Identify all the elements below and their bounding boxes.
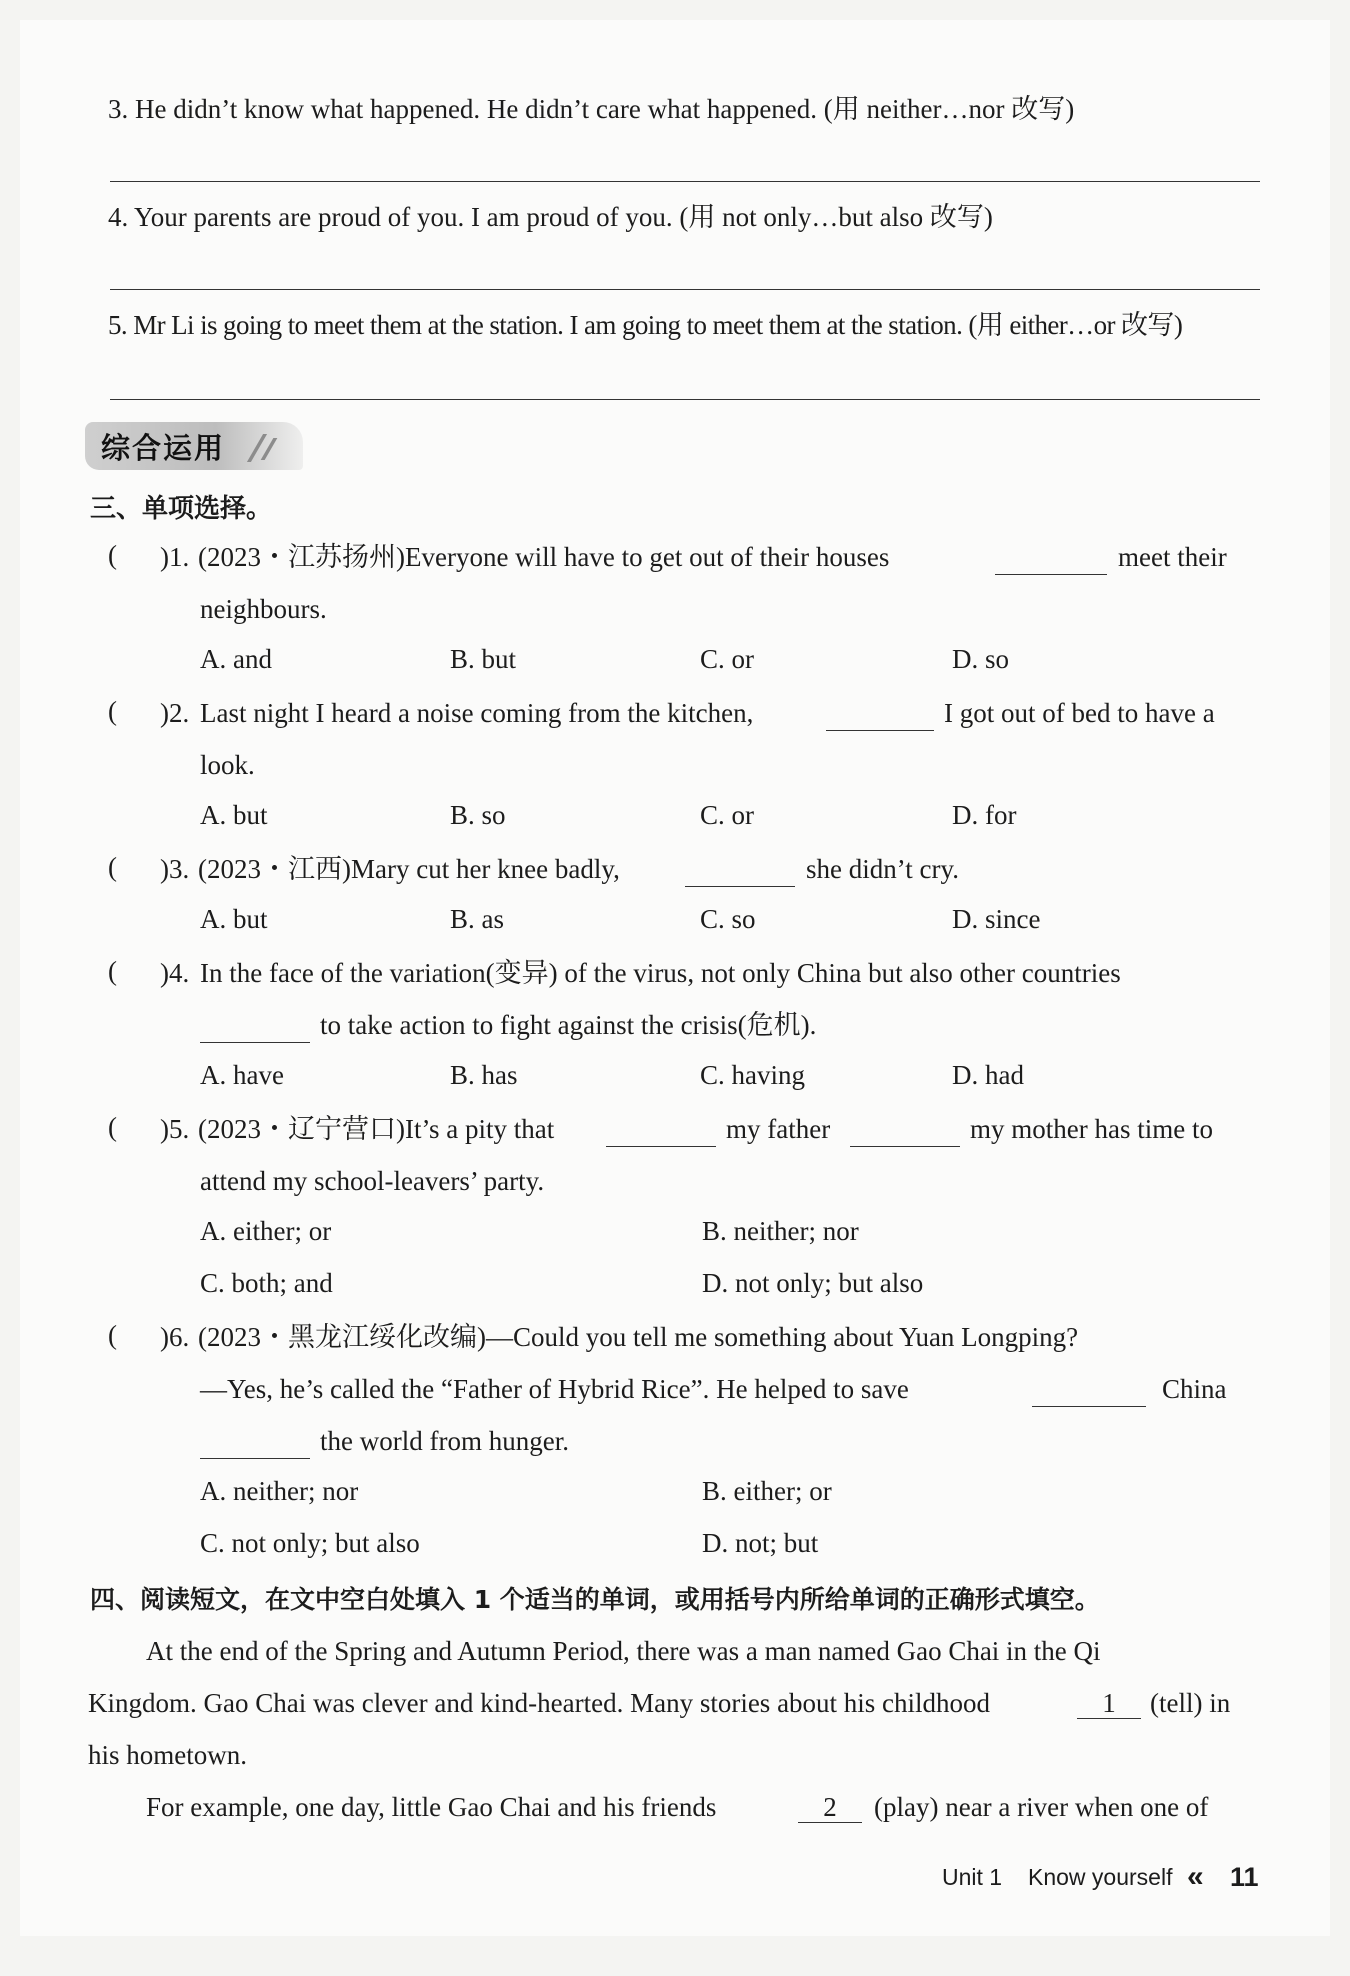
q4-blank[interactable] [200,1016,310,1043]
q3-option-c[interactable]: C. so [700,904,756,934]
passage-blank-1[interactable]: 1 [1077,1686,1141,1719]
q2-option-b[interactable]: B. so [450,800,506,830]
q5-option-b[interactable]: B. neither; nor [702,1216,859,1246]
q3-text-a: (2023・江西)Mary cut her knee badly, [198,854,620,884]
q3-text-b: she didn’t cry. [806,854,959,884]
page-number: 11 [1230,1862,1259,1892]
passage-p1-line2-b: (tell) in [1150,1688,1231,1718]
answer-paren-2[interactable]: ( [108,696,117,726]
q5-option-a[interactable]: A. either; or [200,1216,332,1246]
q1-option-a[interactable]: A. and [200,644,272,674]
double-chevron-left-icon: « [1187,1860,1204,1893]
passage-p1-line3: his hometown. [88,1740,247,1770]
passage-blank-2[interactable]: 2 [798,1790,862,1823]
q6-blank-2[interactable] [200,1432,310,1459]
passage-p2-line1-a: For example, one day, little Gao Chai and his friends [146,1792,717,1822]
badge-stripe-icon [261,438,278,460]
q3-number: )3. [160,854,190,884]
q1-text-a: (2023・江苏扬州)Everyone will have to get out of their houses [198,542,890,572]
q2-text-b: I got out of bed to have a [944,698,1215,728]
q5-text-line2: attend my school-leavers’ party. [200,1166,545,1196]
q5-text-c: my mother has time to [970,1114,1213,1144]
q3-blank[interactable] [685,860,795,887]
q1-option-b[interactable]: B. but [450,644,517,674]
rewrite-item-5: 5. Mr Li is going to meet them at the station. I am going to meet them at the station. (用 either…or 改写) [108,310,1183,340]
q3-option-b[interactable]: B. as [450,904,504,934]
q6-text-line1: (2023・黑龙江绥化改编)—Could you tell me something about Yuan Longping? [198,1322,1079,1352]
q2-text-a: Last night I heard a noise coming from the kitchen, [200,698,754,728]
q2-option-d[interactable]: D. for [952,800,1017,830]
q4-option-d[interactable]: D. had [952,1060,1024,1090]
q5-blank-1[interactable] [606,1120,716,1147]
q4-text-line2: to take action to fight against the crisis(危机). [320,1010,817,1040]
page [20,20,1330,1936]
footer-title: Know yourself [1028,1864,1173,1890]
section3-heading: 三、单项选择。 [90,494,273,524]
passage-p1-line2-a: Kingdom. Gao Chai was clever and kind-hearted. Many stories about his childhood [88,1688,991,1718]
q5-option-c[interactable]: C. both; and [200,1268,333,1298]
q1-option-c[interactable]: C. or [700,644,754,674]
passage-p1-line1: At the end of the Spring and Autumn Period, there was a man named Gao Chai in the Qi [146,1636,1101,1666]
q6-text-line3: the world from hunger. [320,1426,569,1456]
q5-option-d[interactable]: D. not only; but also [702,1268,924,1298]
q4-option-b[interactable]: B. has [450,1060,518,1090]
q2-blank[interactable] [826,704,934,731]
section-badge-label: 综合运用 [101,431,226,465]
section-badge [85,422,303,470]
q4-option-c[interactable]: C. having [700,1060,805,1090]
q1-number: )1. [160,542,190,572]
q6-number: )6. [160,1322,190,1352]
q1-blank[interactable] [995,548,1107,575]
q2-option-c[interactable]: C. or [700,800,754,830]
footer-unit: Unit 1 [942,1864,1003,1890]
q2-number: )2. [160,698,190,728]
q4-number: )4. [160,958,190,988]
q4-text-line1: In the face of the variation(变异) of the virus, not only China but also other countries [200,958,1121,988]
answer-paren-1[interactable]: ( [108,540,117,570]
answer-line-3[interactable] [110,181,1260,182]
section4-heading: 四、阅读短文，在文中空白处填入 1 个适当的单词，或用括号内所给单词的正确形式填空。 [90,1585,1100,1614]
q6-option-a[interactable]: A. neither; nor [200,1476,359,1506]
rewrite-item-4: 4. Your parents are proud of you. I am proud of you. (用 not only…but also 改写) [108,202,993,232]
q6-blank-1[interactable] [1032,1380,1146,1407]
q5-number: )5. [160,1114,190,1144]
answer-paren-3[interactable]: ( [108,852,117,882]
passage-p2-line1-b: (play) near a river when one of [874,1792,1209,1822]
q5-text-b: my father [726,1114,831,1144]
q1-text-line2: neighbours. [200,594,327,624]
q1-option-d[interactable]: D. so [952,644,1010,674]
answer-paren-5[interactable]: ( [108,1112,117,1142]
answer-paren-4[interactable]: ( [108,956,117,986]
answer-paren-6[interactable]: ( [108,1320,117,1350]
q5-text-a: (2023・辽宁营口)It’s a pity that [198,1114,555,1144]
q1-text-b: meet their [1118,542,1227,572]
answer-line-5[interactable] [110,399,1260,400]
q6-text-line2-a: —Yes, he’s called the “Father of Hybrid Rice”. He helped to save [200,1374,909,1404]
q2-text-line2: look. [200,750,255,780]
answer-line-4[interactable] [110,289,1260,290]
q6-option-b[interactable]: B. either; or [702,1476,832,1506]
q3-option-d[interactable]: D. since [952,904,1041,934]
q3-option-a[interactable]: A. but [200,904,268,934]
q5-blank-2[interactable] [850,1120,960,1147]
q2-option-a[interactable]: A. but [200,800,268,830]
q6-text-line2-b: China [1162,1374,1227,1404]
q4-option-a[interactable]: A. have [200,1060,284,1090]
q6-option-c[interactable]: C. not only; but also [200,1528,420,1558]
q6-option-d[interactable]: D. not; but [702,1528,819,1558]
rewrite-item-3: 3. He didn’t know what happened. He didn’t care what happened. (用 neither…nor 改写) [108,94,1075,124]
